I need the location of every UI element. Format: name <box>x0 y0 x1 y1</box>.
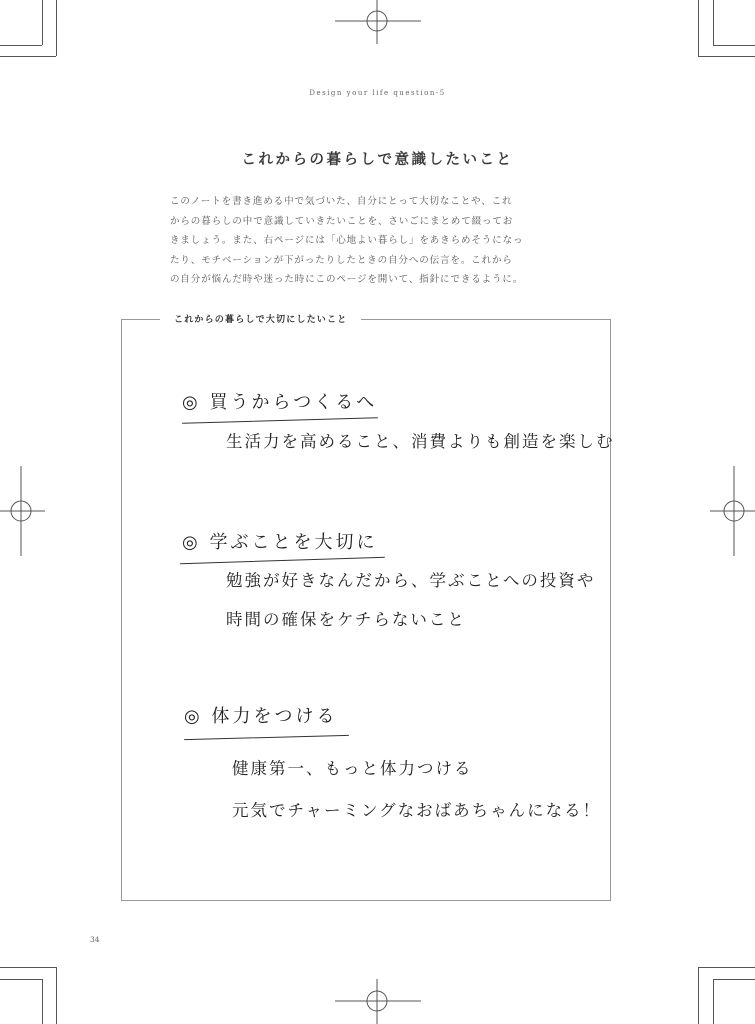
intro-line: このノートを書き進める中で気づいた、自分にとって大切なことや、これ <box>170 196 513 207</box>
intro-line: の自分が悩んだ時や迷った時にこのページを開いて、指針にできるように。 <box>170 274 524 285</box>
intro-paragraph <box>170 192 590 290</box>
entry-heading: ◎ 学ぶことを大切に <box>182 532 378 553</box>
page-number: 34 <box>90 935 100 944</box>
writing-box-title: これからの暮らしで大切にしたいこと <box>160 312 361 325</box>
entry-line: 生活力を高めること、消費よりも創造を楽しむ <box>226 432 615 451</box>
registration-mark-left <box>0 466 45 556</box>
entry-marker: ◎ <box>184 706 203 727</box>
running-header: Design your life question-5 <box>309 89 446 97</box>
entry-line: 健康第一、もっと体力つける <box>232 759 473 778</box>
entry-heading: ◎ 買うからつくるへ <box>182 392 378 413</box>
page-title: これからの暮らしで意識したいこと <box>241 152 514 168</box>
intro-line: からの暮らしの中で意識していきたいことを、さいごにまとめて綴ってお <box>170 215 514 227</box>
entry-marker: ◎ <box>182 392 201 413</box>
registration-mark-top <box>335 0 421 45</box>
entry-line: 勉強が好きなんだから、学ぶことへの投資や <box>226 571 596 590</box>
entry-line: 時間の確保をケチらないこと <box>226 610 466 629</box>
entry-line: 元気でチャーミングなおばあちゃんになる！ <box>232 801 602 820</box>
intro-line: きましょう。また、右ページには「心地よい暮らし」をあきらめそうになっ <box>170 235 524 246</box>
entry-marker: ◎ <box>182 532 201 553</box>
entry-heading: ◎ 体力をつける <box>184 706 338 727</box>
registration-mark-right <box>710 466 755 556</box>
registration-mark-bottom <box>335 979 421 1024</box>
intro-line: たり、モチベーションが下がったりしたときの自分への伝言を。これから <box>170 254 513 266</box>
